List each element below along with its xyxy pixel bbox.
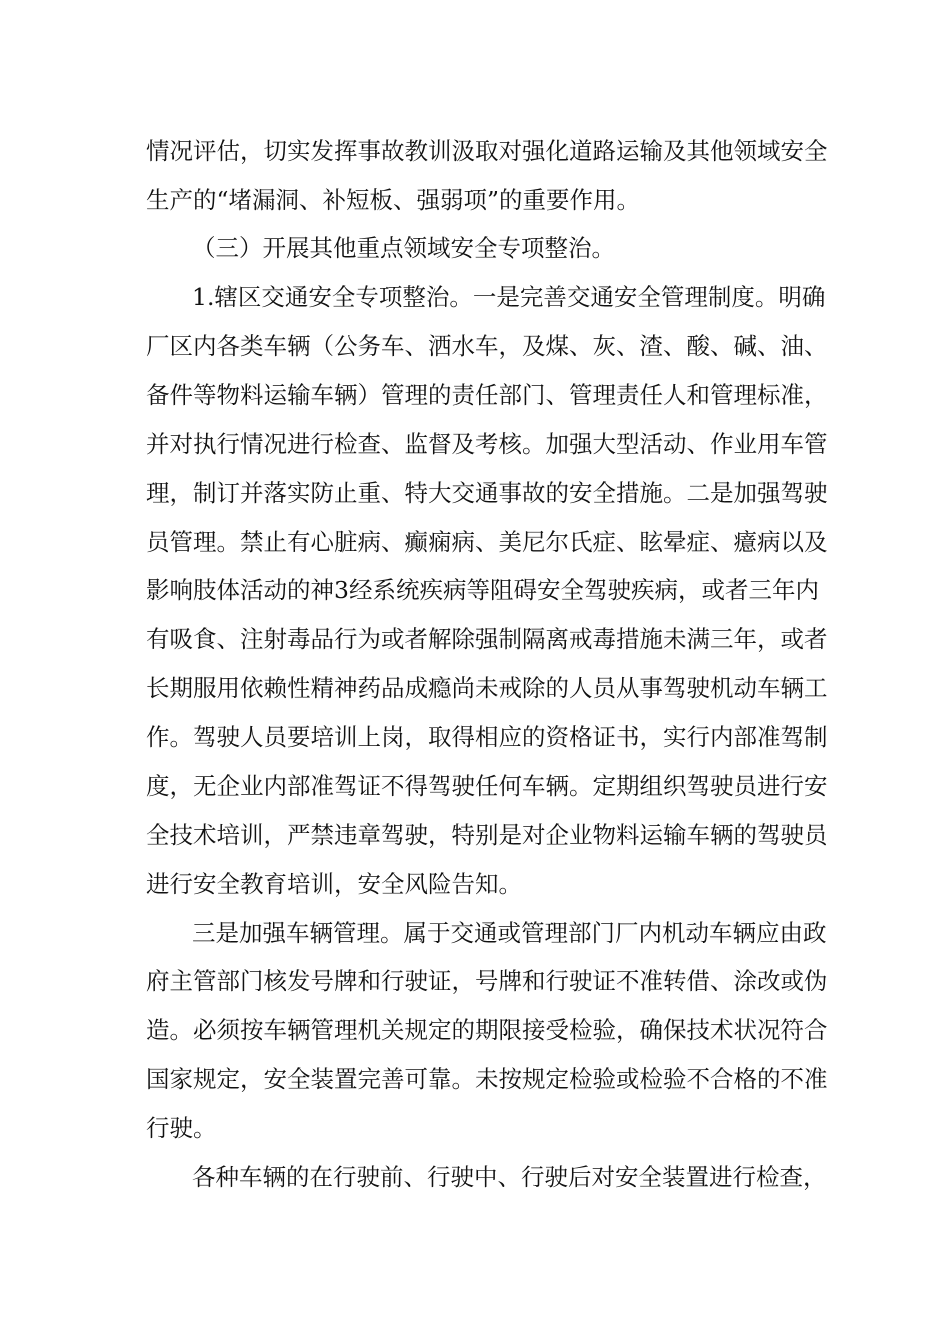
text-line-15: 全技术培训，严禁违章驾驶，特别是对企业物料运输车辆的驾驶员 xyxy=(146,821,828,849)
section-heading: （三）开展其他重点领域安全专项整治。 xyxy=(192,234,615,262)
text-line-5: 厂区内各类车辆（公务车、洒水车，及煤、灰、渣、酸、碱、油、 xyxy=(146,332,828,360)
text-line-8: 理，制订并落实防止重、特大交通事故的安全措施。二是加强驾驶 xyxy=(146,479,828,507)
text-line-19: 造。必须按车辆管理机关规定的期限接受检验，确保技术状况符合 xyxy=(146,1016,828,1044)
text-line-21: 行驶。 xyxy=(146,1114,217,1142)
text-line-17: 三是加强车辆管理。属于交通或管理部门厂内机动车辆应由政 xyxy=(192,919,827,947)
text-line-20: 国家规定，安全装置完善可靠。未按规定检验或检验不合格的不准 xyxy=(146,1065,828,1093)
text-line-2: 生产的“堵漏洞、补短板、强弱项”的重要作用。 xyxy=(146,186,641,214)
text-line-11: 有吸食、注射毒品行为或者解除强制隔离戒毒措施未满三年，或者 xyxy=(146,625,828,653)
text-line-12: 长期服用依赖性精神药品成瘾尚未戒除的人员从事驾驶机动车辆工 xyxy=(146,674,828,702)
text-line-14: 度，无企业内部准驾证不得驾驶任何车辆。定期组织驾驶员进行安 xyxy=(146,772,828,800)
text-line-1: 情况评估，切实发挥事故教训汲取对强化道路运输及其他领域安全 xyxy=(146,137,828,165)
text-line-4: 1.辖区交通安全专项整治。一是完善交通安全管理制度。明确 xyxy=(192,283,826,311)
text-line-22: 各种车辆的在行驶前、行驶中、行驶后对安全装置进行检查， xyxy=(192,1163,827,1191)
text-line-9: 员管理。禁止有心脏病、癫痫病、美尼尔氏症、眩晕症、癔病以及 xyxy=(146,528,828,556)
text-line-18: 府主管部门核发号牌和行驶证，号牌和行驶证不准转借、涂改或伪 xyxy=(146,967,828,995)
text-line-13: 作。驾驶人员要培训上岗，取得相应的资格证书，实行内部准驾制 xyxy=(146,723,828,751)
text-line-16: 进行安全教育培训，安全风险告知。 xyxy=(146,870,522,898)
text-line-10: 影响肢体活动的神3经系统疾病等阻碍安全驾驶疾病，或者三年内 xyxy=(146,576,819,604)
text-line-6: 备件等物料运输车辆）管理的责任部门、管理责任人和管理标准， xyxy=(146,381,828,409)
text-line-7: 并对执行情况进行检查、监督及考核。加强大型活动、作业用车管 xyxy=(146,430,828,458)
